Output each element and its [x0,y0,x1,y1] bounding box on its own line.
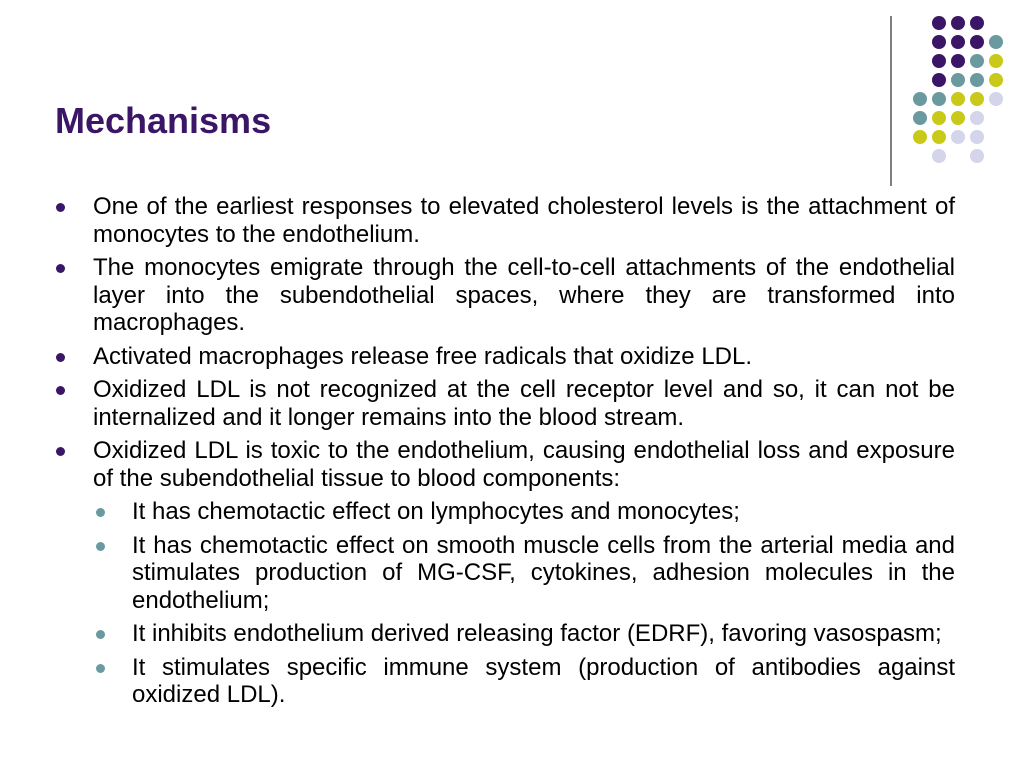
decorative-dot-icon [970,35,984,49]
bullet-item [55,437,955,709]
sub-bullet-item [93,654,955,709]
bullet-list [55,193,955,715]
decorative-dot-icon [970,130,984,144]
decorative-dot-icon [932,54,946,68]
decorative-dot-icon [989,54,1003,68]
decorative-dot-icon [970,111,984,125]
decorative-dot-icon [951,111,965,125]
bullet-text: One of the earliest responses to elevated cholesterol levels is the attachment of monocytes to the endothelium. [93,193,955,248]
decorative-dot-icon [932,149,946,163]
slide-title: Mechanisms [55,100,272,141]
sub-bullet-dot-icon [96,508,105,517]
bullet-dot-icon [56,264,65,273]
decorative-dot-icon [970,54,984,68]
bullet-dot-icon [56,386,65,395]
sub-bullet-item [93,532,955,615]
decorative-dot-icon [932,73,946,87]
sub-bullet-dot-icon [96,664,105,673]
bullet-text: Activated macrophages release free radicals that oxidize LDL. [93,342,753,370]
bullet-text: Oxidized LDL is not recognized at the cell receptor level and so, it can not be internalized and it longer remains into the blood stream. [93,376,955,431]
decorative-dot-icon [970,149,984,163]
sub-bullet-item [93,498,955,526]
decorative-dot-icon [913,111,927,125]
sub-bullet-text: It has chemotactic effect on smooth muscle cells from the arterial media and stimulates production of MG-CSF, cytokines, adhesion molecules in the endothelium; [132,531,955,614]
decorative-dot-icon [913,92,927,106]
bullet-item [55,193,955,248]
bullet-text: The monocytes emigrate through the cell-to-cell attachments of the endothelial layer into the subendothelial spaces, where they are transformed into macrophages. [93,254,955,336]
decorative-dot-icon [989,35,1003,49]
decorative-dot-icon [970,92,984,106]
bullet-text: Oxidized LDL is toxic to the endothelium, causing endothelial loss and exposure of the subendothelial tissue to blood components: [93,437,955,492]
decorative-dot-icon [989,73,1003,87]
sub-bullet-dot-icon [96,542,105,551]
bullet-dot-icon [56,447,65,456]
decorative-dot-icon [932,111,946,125]
decorative-dot-icon [932,16,946,30]
bullet-item [55,343,955,371]
bullet-dot-icon [56,203,65,212]
sub-bullet-text: It stimulates specific immune system (production of antibodies against oxidized LDL). [132,653,955,708]
sub-bullet-text: It inhibits endothelium derived releasing factor (EDRF), favoring vasospasm; [132,620,942,647]
bullet-item [55,376,955,431]
sub-bullet-dot-icon [96,630,105,639]
decorative-dot-icon [970,73,984,87]
decorative-dot-icon [970,16,984,30]
decorative-dot-icon [951,16,965,30]
decorative-dot-icon [951,73,965,87]
sub-bullet-list [93,498,955,709]
decorative-dot-icon [932,130,946,144]
decorative-dot-icon [951,130,965,144]
title-divider-line [890,16,892,186]
decorative-dot-icon [932,35,946,49]
bullet-dot-icon [56,353,65,362]
sub-bullet-text: It has chemotactic effect on lymphocytes and monocytes; [132,498,740,525]
bullet-item [55,254,955,337]
decorative-dot-icon [951,92,965,106]
sub-bullet-item [93,620,955,648]
decorative-dot-icon [932,92,946,106]
decorative-dot-icon [989,92,1003,106]
decorative-dot-icon [913,130,927,144]
decorative-dot-icon [951,54,965,68]
decorative-dot-icon [951,35,965,49]
